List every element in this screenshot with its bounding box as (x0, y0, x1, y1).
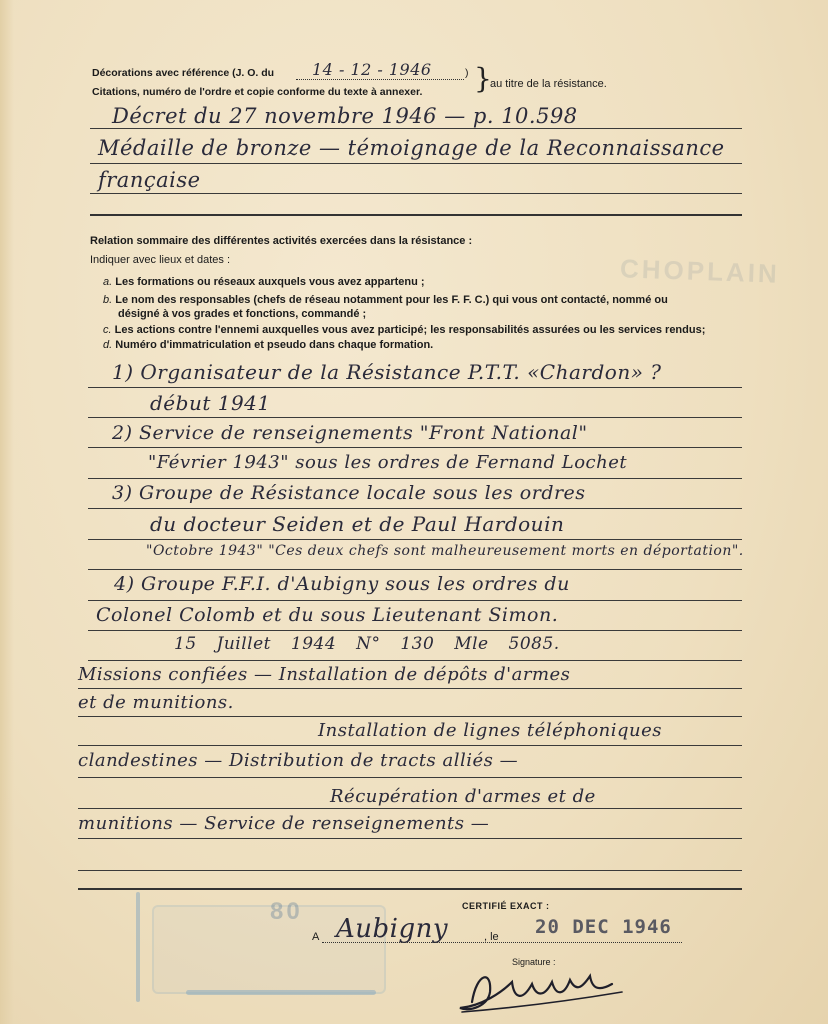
ruled-line (88, 387, 742, 388)
handwritten-signature (452, 962, 632, 1020)
date-prefix: , le (484, 931, 499, 943)
decoration-line-1: Décret du 27 novembre 1946 — p. 10.598 (112, 104, 578, 128)
ruled-line (88, 539, 742, 540)
decorations-label: Décorations avec référence (J. O. du (92, 67, 275, 79)
date-stamp: 20 DEC 1946 (535, 916, 672, 938)
activity-line-7: "Octobre 1943" "Ces deux chefs sont malheureusement morts en déportation". (146, 543, 744, 559)
decorations-close-paren: ) (465, 67, 469, 79)
activity-line-16: munitions — Service de renseignements — (78, 813, 490, 834)
place-date-line (322, 942, 682, 943)
relation-indication: Indiquer avec lieux et dates : (90, 254, 231, 266)
section-divider (78, 888, 742, 890)
ruled-line (90, 193, 742, 194)
activity-line-3: 2) Service de renseignements "Front National" (112, 422, 588, 444)
relation-item-c: c. Les actions contre l'ennemi auxquelles vous avez participé; les responsabilités assurées ou les services rendus; (103, 324, 706, 336)
activity-line-15: Récupération d'armes et de (330, 786, 596, 807)
relation-item-b-continued: désigné à vos grades et fonctions, commandé ; (118, 308, 367, 320)
activity-line-9: Colonel Colomb et du sous Lieutenant Simon. (96, 604, 559, 626)
paper-edge (0, 0, 14, 1024)
ruled-line (78, 745, 742, 746)
decoration-line-3: française (98, 168, 201, 192)
activity-line-13: Installation de lignes téléphoniques (318, 720, 663, 741)
ruled-line (90, 163, 742, 164)
section-divider (90, 214, 742, 216)
activity-line-4: "Février 1943" sous les ordres de Fernand Lochet (148, 452, 628, 473)
certified-label: CERTIFIÉ EXACT : (462, 901, 550, 911)
ruled-line (78, 716, 742, 717)
place-handwritten: Aubigny (336, 914, 449, 944)
relation-item-a: a. Les formations ou réseaux auxquels vous avez appartenu ; (103, 276, 425, 288)
activity-line-14: clandestines — Distribution de tracts alliés — (78, 750, 519, 771)
activity-line-11: Missions confiées — Installation de dépôts d'armes (78, 664, 571, 685)
activity-line-1: 1) Organisateur de la Résistance P.T.T. «Chardon» ? (112, 360, 662, 384)
activity-line-2: début 1941 (150, 391, 271, 415)
place-prefix: A (312, 931, 320, 943)
citations-label: Citations, numéro de l'ordre et copie conforme du texte à annexer. (92, 86, 423, 98)
faded-stamp-top-right: CHOPLAIN (619, 253, 781, 289)
relation-title: Relation sommaire des différentes activités exercées dans la résistance : (90, 235, 473, 247)
faded-stamp-bottom: 80 (270, 898, 303, 925)
activity-line-12: et de munitions. (78, 692, 234, 713)
ruled-line (88, 600, 742, 601)
brace-note: au titre de la résistance. (490, 78, 607, 90)
ruled-line (88, 508, 742, 509)
ruled-line (78, 808, 742, 809)
blue-stamp-mark (136, 892, 140, 1002)
ruled-line (88, 569, 742, 570)
ruled-line (78, 870, 742, 871)
activity-line-5: 3) Groupe de Résistance locale sous les ordres (112, 482, 586, 504)
decorations-date-line (296, 79, 464, 80)
decorations-date: 14 - 12 - 1946 (312, 60, 432, 79)
ruled-line (78, 777, 742, 778)
activity-line-10: 15 Juillet 1944 N° 130 Mle 5085. (174, 634, 560, 654)
ruled-line (88, 478, 742, 479)
signature-label: Signature : (512, 957, 556, 967)
ruled-line (88, 660, 742, 661)
relation-item-d: d. Numéro d'immatriculation et pseudo dans chaque formation. (103, 339, 434, 351)
header-brace: } (474, 62, 492, 95)
ruled-line (88, 417, 742, 418)
ruled-line (90, 128, 742, 129)
relation-item-b: b. Le nom des responsables (chefs de réseau notamment pour les F. F. C.) qui vous ont contacté, nommé ou (103, 294, 668, 306)
activity-line-8: 4) Groupe F.F.I. d'Aubigny sous les ordres du (114, 573, 570, 595)
decoration-line-2: Médaille de bronze — témoignage de la Reconnaissance (98, 136, 725, 160)
ruled-line (88, 630, 742, 631)
ruled-line (78, 688, 742, 689)
ruled-line (78, 838, 742, 839)
ruled-line (88, 447, 742, 448)
activity-line-6: du docteur Seiden et de Paul Hardouin (150, 512, 565, 536)
